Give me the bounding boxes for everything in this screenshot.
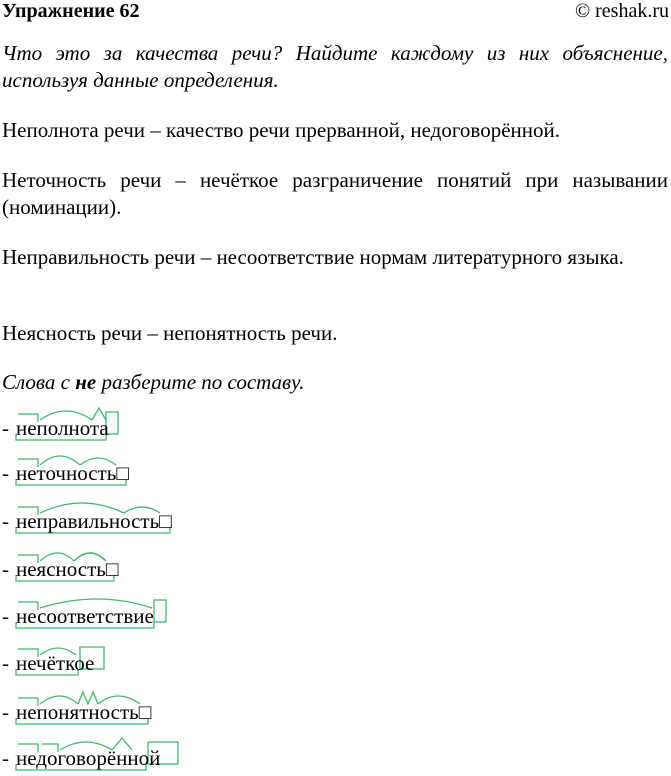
list-dash: -: [2, 651, 9, 675]
list-dash: -: [2, 700, 9, 724]
list-dash: -: [2, 416, 9, 440]
word-row: [2, 586, 662, 632]
task-text: Что это за качества речи? Найдите каждому из них объяснение, используя данные определения.: [2, 41, 668, 92]
word: недоговорённой: [16, 746, 161, 770]
word: неточность□: [16, 461, 129, 485]
source-label: © reshak.ru: [574, 0, 669, 22]
instruction-after: разберите по составу.: [96, 370, 305, 394]
list-dash: -: [2, 604, 9, 628]
list-dash: -: [2, 557, 9, 581]
word-row: [2, 443, 662, 489]
list-dash: -: [2, 746, 9, 770]
exercise-title: Упражнение 62: [2, 0, 140, 22]
word: непонятность□: [16, 700, 152, 724]
word-row: [2, 398, 662, 444]
word-row: [2, 491, 662, 537]
word-row: [2, 633, 662, 679]
definition-4: Неясность речи – непонятность речи.: [2, 321, 338, 345]
word: несоответствие: [16, 604, 154, 628]
word-row: [2, 728, 662, 774]
word-row: [2, 682, 662, 728]
page-header: [0, 0, 671, 26]
definition-1: Неполнота речи – качество речи прерванной, недоговорённой.: [2, 118, 560, 142]
instruction-text: [2, 369, 668, 396]
list-dash: -: [2, 509, 9, 533]
word: неясность□: [16, 557, 119, 581]
definition-2: Неточность речи – нечёткое разграничение понятий при назывании (номинации).: [2, 168, 668, 219]
word: неполнота: [16, 416, 109, 440]
list-dash: -: [2, 461, 9, 485]
definition-3: Неправильность речи – несоответствие нормам литературного языка.: [2, 245, 624, 269]
instruction-bold: не: [75, 370, 97, 394]
word: неправильность□: [16, 509, 172, 533]
word: нечёткое: [16, 651, 95, 675]
word-analysis-list: [0, 396, 671, 776]
instruction-before: Слова с: [2, 370, 76, 394]
word-row: [2, 539, 662, 585]
